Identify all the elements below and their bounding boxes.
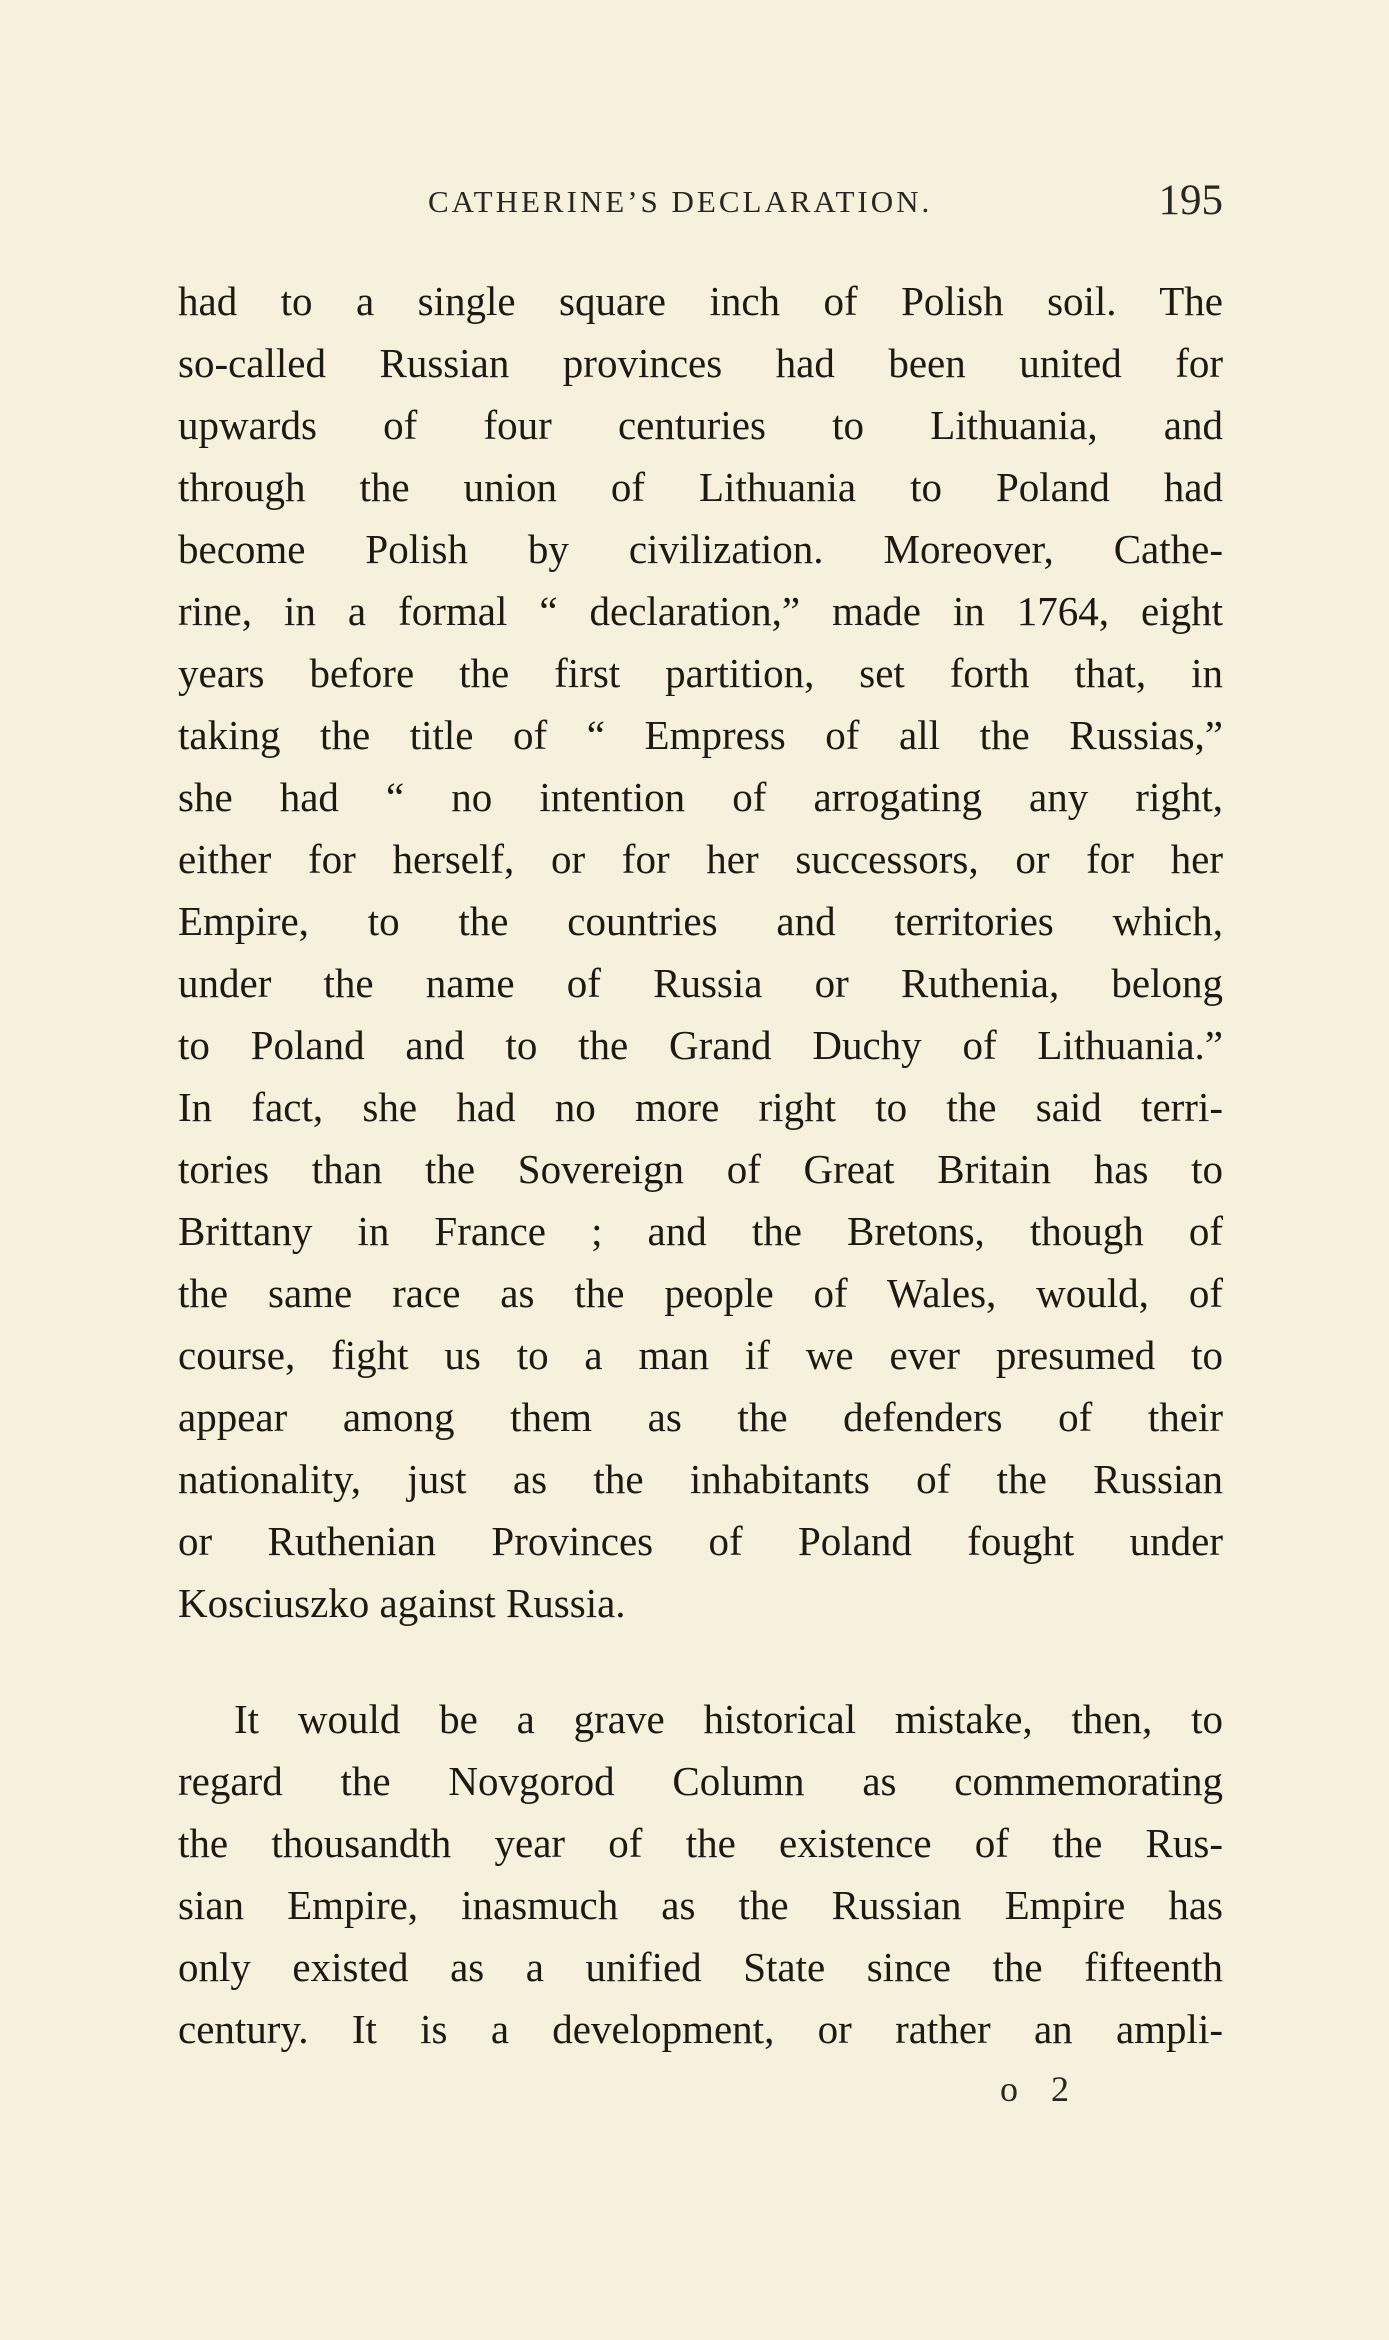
- text-line: century. It is a development, or rather an ampli-: [178, 2006, 1223, 2052]
- text-line: through the union of Lithuania to Poland had: [178, 464, 1223, 510]
- text-line: become Polish by civilization. Moreover, Cathe-: [178, 526, 1223, 572]
- text-line: so-called Russian provinces had been united for: [178, 340, 1223, 386]
- text-line: taking the title of “ Empress of all the Russias,”: [178, 712, 1223, 758]
- text-line: tories than the Sovereign of Great Britain has to: [178, 1146, 1223, 1192]
- text-line: sian Empire, inasmuch as the Russian Empire has: [178, 1882, 1223, 1928]
- text-line: regard the Novgorod Column as commemorating: [178, 1758, 1223, 1804]
- running-head: CATHERINE’S DECLARATION.: [428, 184, 933, 219]
- page-body: [178, 270, 1223, 2060]
- text-line: only existed as a unified State since the fifteenth: [178, 1944, 1223, 1990]
- text-line: the thousandth year of the existence of the Rus-: [178, 1820, 1223, 1866]
- text-line: Empire, to the countries and territories which,: [178, 898, 1223, 944]
- text-line: In fact, she had no more right to the said terri-: [178, 1084, 1223, 1130]
- paragraph-2: [178, 1688, 1223, 2060]
- text-line: under the name of Russia or Ruthenia, belong: [178, 960, 1223, 1006]
- text-line: appear among them as the defenders of their: [178, 1394, 1223, 1440]
- page-number: 195: [1158, 177, 1223, 224]
- text-line: It would be a grave historical mistake, then, to: [234, 1696, 1223, 1742]
- text-line: course, fight us to a man if we ever presumed to: [178, 1332, 1223, 1378]
- text-line: the same race as the people of Wales, would, of: [178, 1270, 1223, 1316]
- text-line: rine, in a formal “ declaration,” made in 1764, eight: [178, 588, 1223, 634]
- text-line: Brittany in France ; and the Bretons, though of: [178, 1208, 1223, 1254]
- text-line: years before the first partition, set forth that, in: [178, 650, 1223, 696]
- text-line: or Ruthenian Provinces of Poland fought under: [178, 1518, 1223, 1564]
- paragraph-gap: [178, 1634, 1223, 1688]
- text-line: Kosciuszko against Russia.: [178, 1580, 626, 1626]
- text-line: had to a single square inch of Polish soil. The: [178, 278, 1223, 324]
- text-line: to Poland and to the Grand Duchy of Lithuania.”: [178, 1022, 1223, 1068]
- signature-mark: o 2: [1000, 2069, 1081, 2109]
- page-header: [178, 170, 1223, 240]
- paragraph-1: [178, 270, 1223, 1634]
- text-line: nationality, just as the inhabitants of the Russian: [178, 1456, 1223, 1502]
- text-line: she had “ no intention of arrogating any right,: [178, 774, 1223, 820]
- text-line: either for herself, or for her successors, or for her: [178, 836, 1223, 882]
- text-line: upwards of four centuries to Lithuania, and: [178, 402, 1223, 448]
